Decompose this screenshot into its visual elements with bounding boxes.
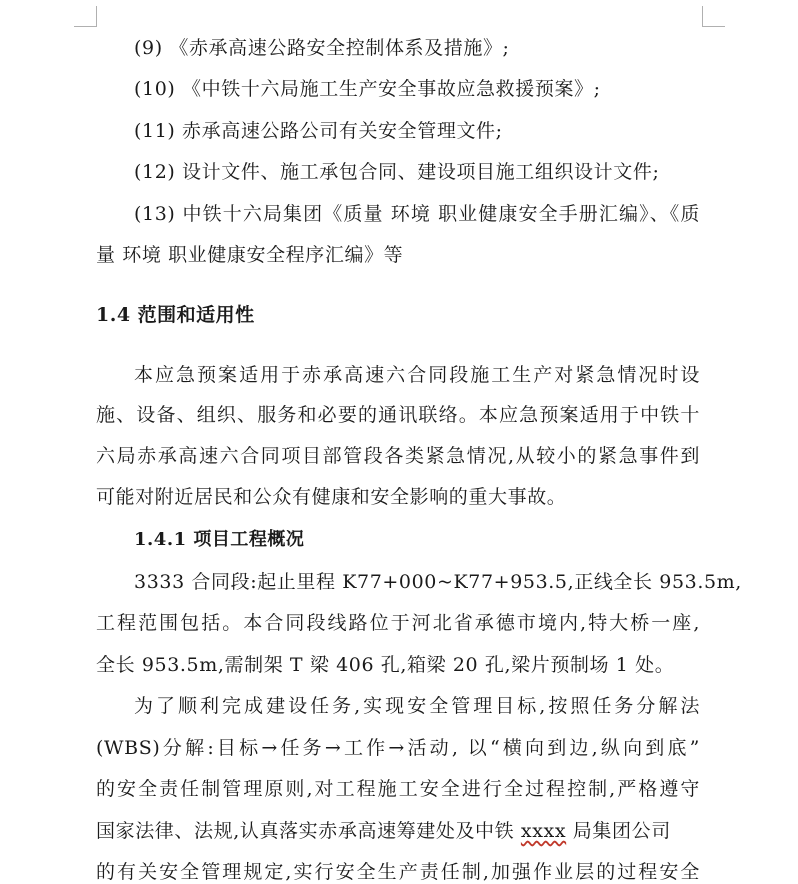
safety-paragraph-line: (WBS)分解:目标→任务→工作→活动, 以“横向到边,纵向到底”: [96, 737, 700, 759]
safety-paragraph-line: 的安全责任制管理原则,对工程施工安全进行全过程控制,严格遵守: [96, 778, 700, 800]
reference-item-10: (10) 《中铁十六局施工生产安全事故应急救援预案》;: [134, 78, 601, 100]
overview-paragraph-line: 3333 合同段:起止里程 K77+000~K77+953.5,正线全长 953.5m,: [134, 571, 742, 593]
overview-paragraph-line: 全长 953.5m,需制架 T 梁 406 孔,箱梁 20 孔,梁片预制场 1 处。: [96, 654, 675, 676]
spellcheck-flagged-word: xxxx: [520, 820, 567, 842]
reference-item-9: (9) 《赤承高速公路安全控制体系及措施》;: [134, 37, 510, 59]
safety-paragraph-line: 为了顺利完成建设任务,实现安全管理目标,按照任务分解法: [134, 695, 700, 717]
overview-paragraph-line: 工程范围包括。本合同段线路位于河北省承德市境内,特大桥一座,: [96, 612, 700, 634]
line-text-before: 国家法律、法规,认真落实赤承高速筹建处及中铁: [96, 820, 521, 842]
section-heading: 1.4 范围和适用性: [96, 304, 255, 326]
reference-item-12: (12) 设计文件、施工承包合同、建设项目施工组织设计文件;: [134, 161, 660, 183]
scope-paragraph-line: 施、设备、组织、服务和必要的通讯联络。本应急预案适用于中铁十: [96, 404, 700, 426]
scope-paragraph-line: 本应急预案适用于赤承高速六合同段施工生产对紧急情况时设: [134, 364, 700, 386]
margin-corner-top-right: [702, 6, 725, 27]
scope-paragraph-line: 可能对附近居民和公众有健康和安全影响的重大事故。: [96, 486, 567, 508]
line-text-after: 局集团公司: [566, 820, 671, 842]
reference-item-11: (11) 赤承高速公路公司有关安全管理文件;: [134, 120, 503, 142]
subsection-heading: 1.4.1 项目工程概况: [134, 529, 305, 550]
margin-corner-top-left: [74, 6, 97, 27]
scope-paragraph-line: 六局赤承高速六合同项目部管段各类紧急情况,从较小的紧急事件到: [96, 445, 700, 467]
reference-item-13: (13) 中铁十六局集团《质量 环境 职业健康安全手册汇编》、《质: [134, 203, 700, 225]
reference-item-13-continued: 量 环境 职业健康安全程序汇编》等: [96, 244, 404, 266]
safety-paragraph-line: 的有关安全管理规定,实行安全生产责任制,加强作业层的过程安全: [96, 861, 700, 883]
safety-paragraph-line: [96, 819, 700, 843]
